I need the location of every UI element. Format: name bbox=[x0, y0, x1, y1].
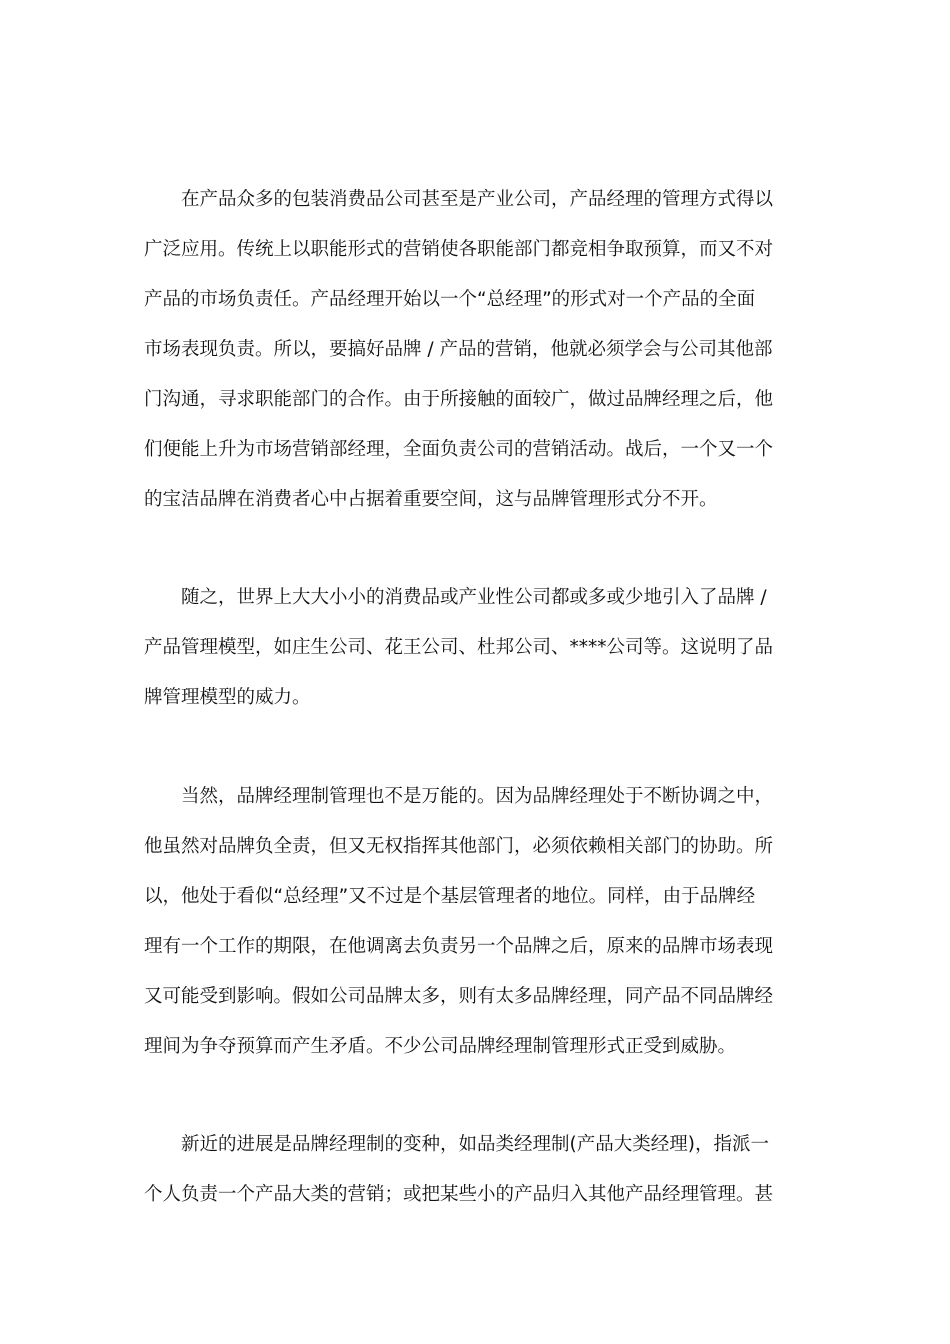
paragraph-line: 又可能受到影响。假如公司品牌太多，则有太多品牌经理，同产品不同品牌经 bbox=[144, 986, 774, 1007]
paragraph-line: 在产品众多的包装消费品公司甚至是产业公司，产品经理的管理方式得以 bbox=[144, 189, 774, 210]
paragraph-line: 产品管理模型，如庄生公司、花王公司、杜邦公司、****公司等。这说明了品 bbox=[144, 637, 774, 658]
paragraph-line: 的宝洁品牌在消费者心中占据着重要空间，这与品牌管理形式分不开。 bbox=[144, 489, 718, 510]
paragraph-2 bbox=[144, 573, 800, 723]
paragraph-line: 们便能上升为市场营销部经理，全面负责公司的营销活动。战后，一个又一个 bbox=[144, 439, 774, 460]
paragraph-line: 市场表现负责。所以，要搞好品牌 / 产品的营销，他就必须学会与公司其他部 bbox=[144, 339, 773, 360]
paragraph-line: 他虽然对品牌负全责，但又无权指挥其他部门，必须依赖相关部门的协助。所 bbox=[144, 836, 774, 857]
paragraph-line: 随之，世界上大大小小的消费品或产业性公司都或多或少地引入了品牌 / bbox=[144, 587, 767, 608]
paragraph-line: 新近的进展是品牌经理制的变种，如品类经理制(产品大类经理)，指派一 bbox=[144, 1134, 769, 1155]
paragraph-line: 产品的市场负责任。产品经理开始以一个“总经理”的形式对一个产品的全面 bbox=[144, 289, 756, 310]
paragraph-line: 理有一个工作的期限，在他调离去负责另一个品牌之后，原来的品牌市场表现 bbox=[144, 936, 774, 957]
paragraph-line: 门沟通，寻求职能部门的合作。由于所接触的面较广，做过品牌经理之后，他 bbox=[144, 389, 774, 410]
paragraph-line: 以，他处于看似“总经理”又不过是个基层管理者的地位。同样，由于品牌经 bbox=[144, 886, 756, 907]
paragraph-line: 牌管理模型的威力。 bbox=[144, 687, 311, 708]
paragraph-1 bbox=[144, 175, 800, 525]
paragraph-3 bbox=[144, 772, 800, 1072]
paragraph-line: 个人负责一个产品大类的营销；或把某些小的产品归入其他产品经理管理。甚 bbox=[144, 1184, 774, 1205]
paragraph-line: 广泛应用。传统上以职能形式的营销使各职能部门都竞相争取预算，而又不对 bbox=[144, 239, 774, 260]
paragraph-line: 当然，品牌经理制管理也不是万能的。因为品牌经理处于不断协调之中， bbox=[144, 786, 774, 807]
paragraph-4 bbox=[144, 1120, 800, 1220]
paragraph-line: 理间为争夺预算而产生矛盾。不少公司品牌经理制管理形式正受到威胁。 bbox=[144, 1036, 737, 1057]
